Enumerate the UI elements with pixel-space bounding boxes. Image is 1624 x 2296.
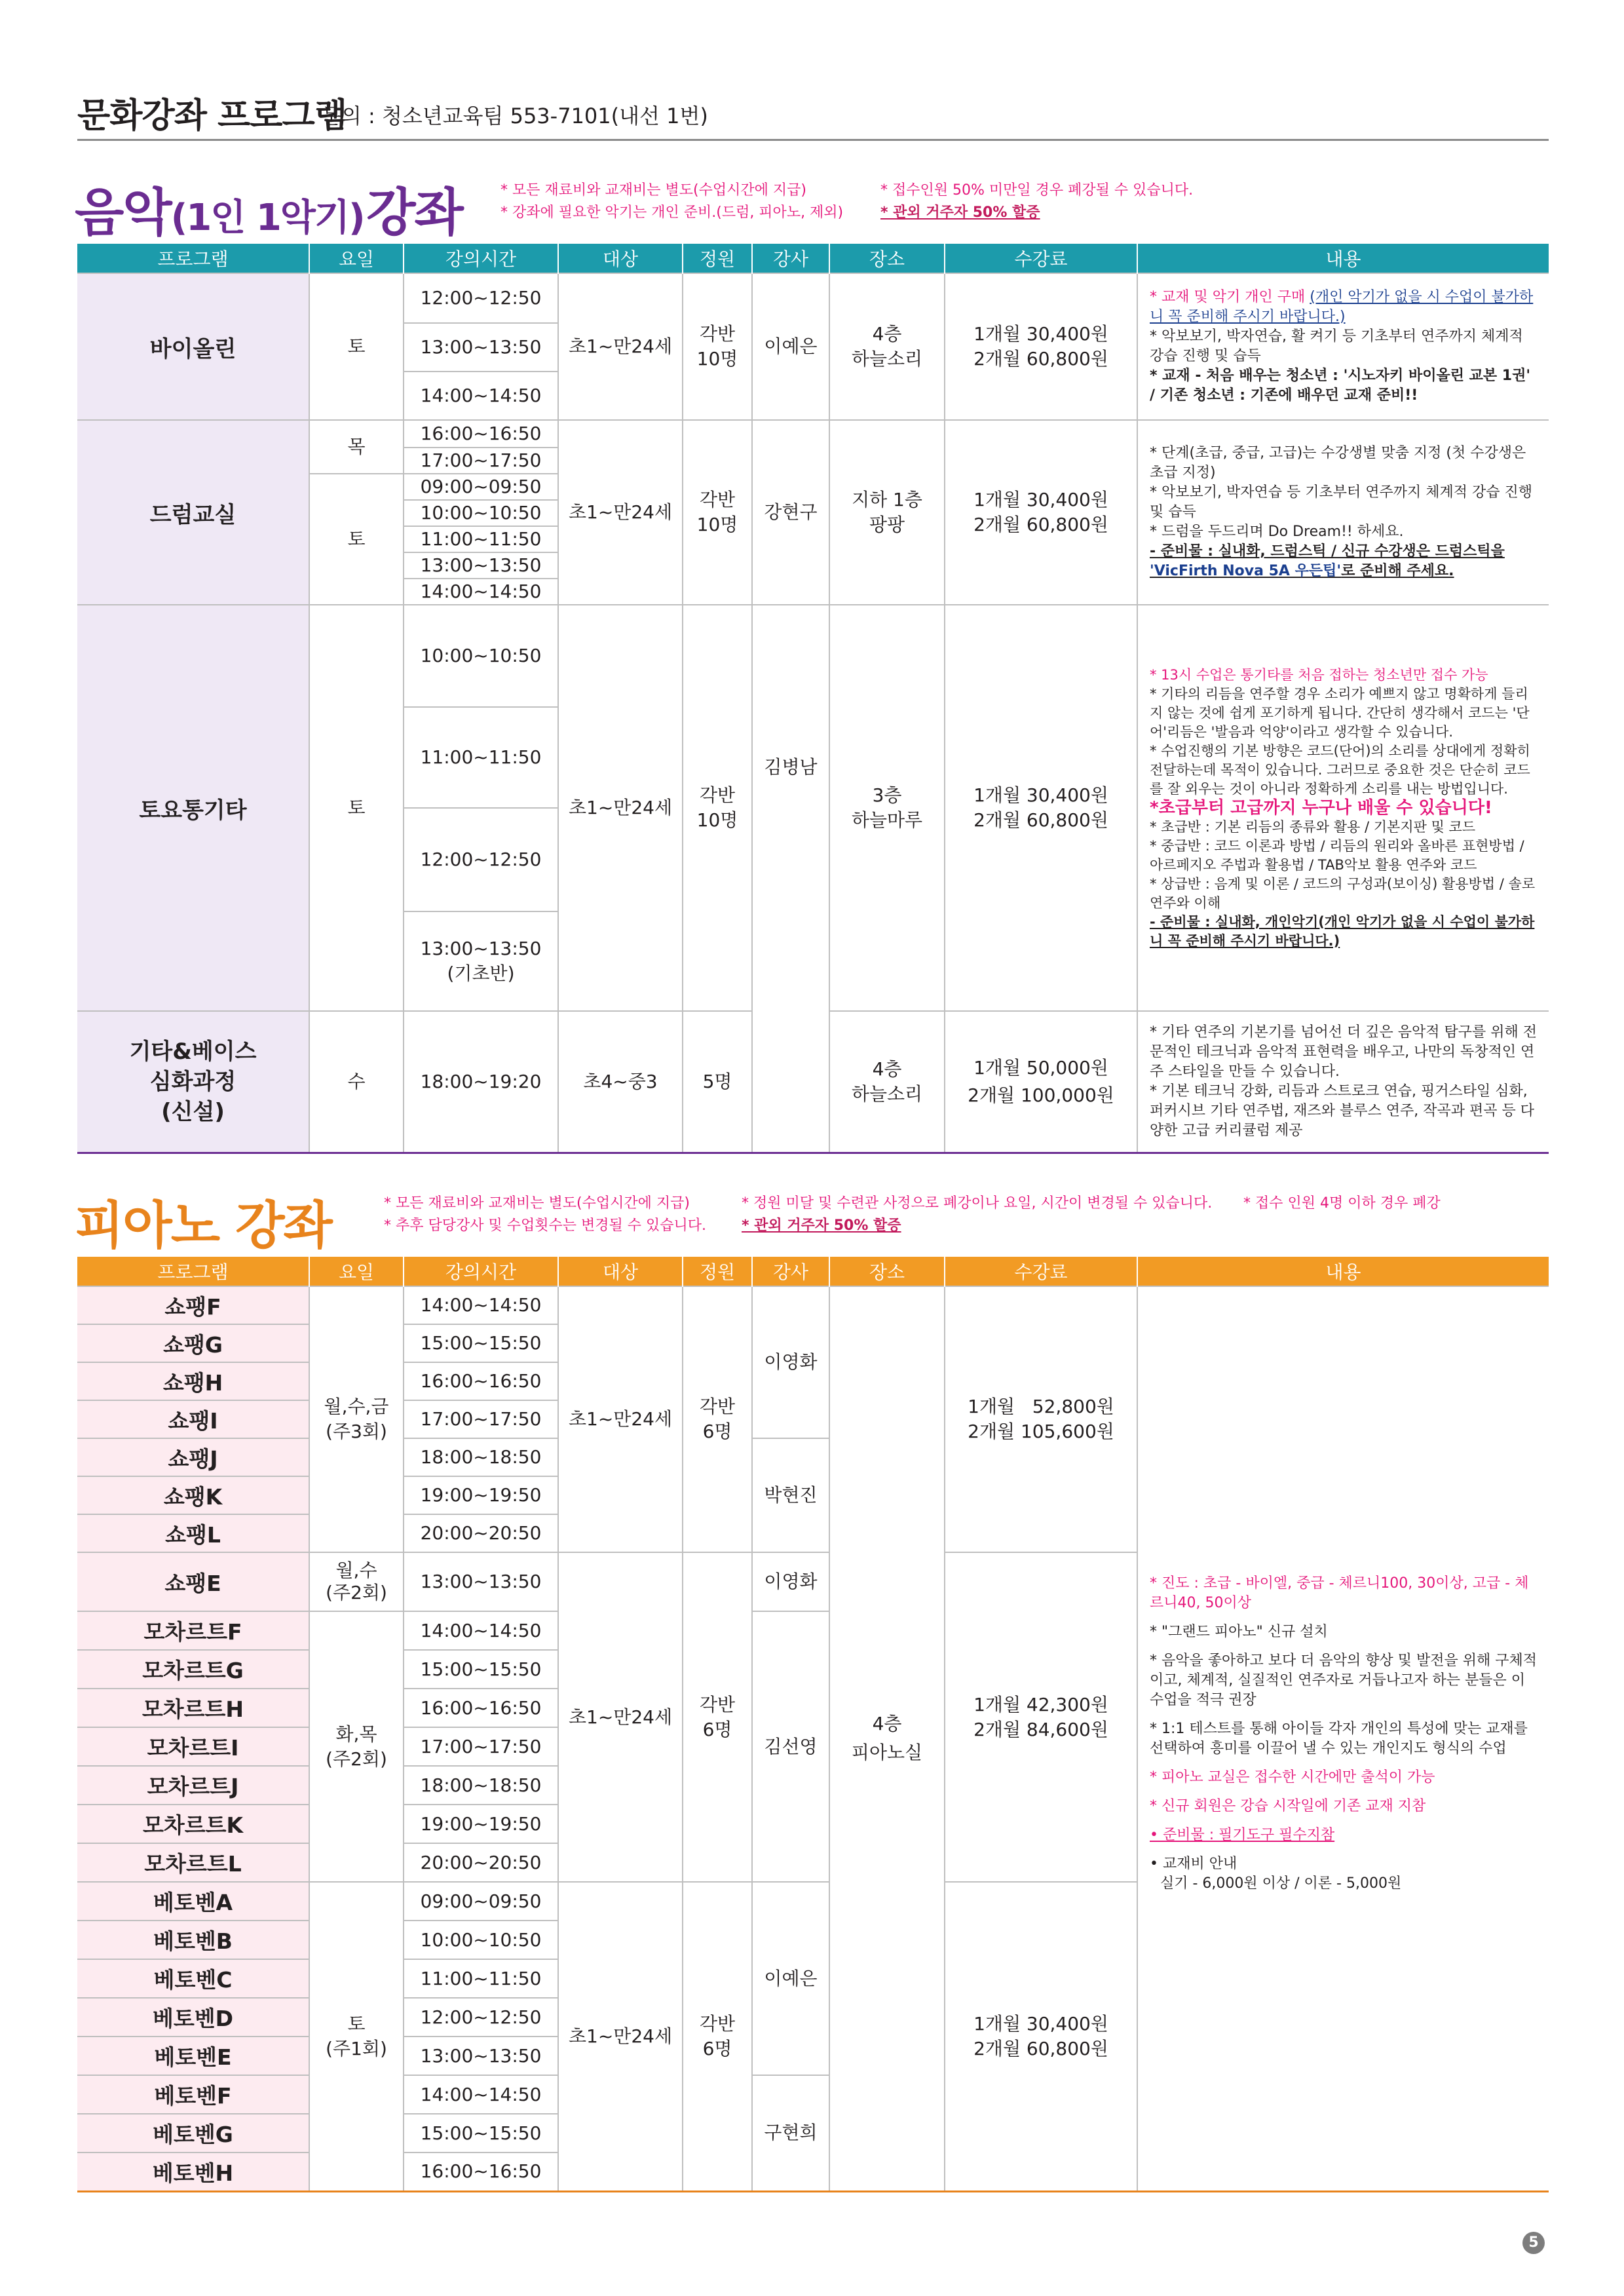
program-name: 기타&베이스 심화과정 (신설) <box>77 1011 309 1153</box>
fee-cell: 1개월 52,800원 2개월 105,600원 <box>945 1286 1137 1552</box>
program-name: 베토벤C <box>77 1959 309 1998</box>
day-cell: 화,목 (주2회) <box>309 1611 404 1882</box>
teacher-cell: 강현구 <box>752 420 829 605</box>
table-row <box>77 1286 1549 1324</box>
column-header: 수강료 <box>945 1257 1137 1286</box>
program-name: 바이올린 <box>77 273 309 420</box>
teacher-cell: 이영화 <box>752 1286 829 1438</box>
time-cell: 16:00~16:50 <box>404 1362 558 1400</box>
piano-note: * 접수 인원 4명 이하 경우 폐강 <box>1243 1195 1441 1212</box>
day-cell: 토 <box>309 474 404 605</box>
column-header: 정원 <box>683 244 752 273</box>
place-cell: 4층 피아노실 <box>829 1286 945 2191</box>
program-name: 모차르트J <box>77 1766 309 1805</box>
content-line: * 단계(초급, 중급, 고급)는 수강생별 맞춤 지정 (첫 수강생은 초급 지정) <box>1150 445 1526 481</box>
music-notes-left <box>500 180 843 224</box>
content-line: (개인 악기가 없을 시 수업이 불가하니 꼭 준비해 주시기 바랍니다.) <box>1150 289 1534 325</box>
music-notes-right <box>880 180 1193 224</box>
time-cell: 16:00~16:50 <box>404 420 558 448</box>
content-line: - 준비물 : 실내화, 개인악기(개인 악기가 없을 시 수업이 불가하니 꼭 준비해 주시기 바랍니다.) <box>1150 913 1535 949</box>
content-line: * 교재 - 처음 배우는 청소년 : '시노자키 바이올린 교본 1권' / 기존 청소년 : 기존에 배우던 교재 준비!! <box>1150 368 1531 404</box>
program-name: 베토벤H <box>77 2152 309 2191</box>
capacity-cell: 5명 <box>683 1011 752 1153</box>
program-name: 모차르트F <box>77 1611 309 1650</box>
time-cell: 15:00~15:50 <box>404 1650 558 1689</box>
column-header: 대상 <box>558 1257 683 1286</box>
program-name: 베토벤E <box>77 2037 309 2075</box>
column-header: 대상 <box>558 244 683 273</box>
time-cell: 14:00~14:50 <box>404 579 558 605</box>
column-header: 내용 <box>1137 1257 1549 1286</box>
piano-note: * 모든 재료비와 교재비는 별도(수업시간에 지급) <box>384 1195 690 1212</box>
place-cell: 지하 1층 팡팡 <box>829 420 945 605</box>
time-cell: 10:00~10:50 <box>404 605 558 707</box>
content-line: *초급부터 고급까지 누구나 배울 수 있습니다! <box>1150 797 1492 818</box>
teacher-cell: 김선영 <box>752 1611 829 1882</box>
table-row <box>77 273 1549 323</box>
target-cell: 초1~만24세 <box>558 273 683 420</box>
time-cell: 14:00~14:50 <box>404 1286 558 1324</box>
program-name: 드럼교실 <box>77 420 309 605</box>
table-header-row <box>77 244 1549 273</box>
column-header: 요일 <box>309 244 404 273</box>
column-header: 수강료 <box>945 244 1137 273</box>
content-line: * 중급반 : 코드 이론과 방법 / 리듬의 원리와 올바른 표현방법 / 아르페지오 주법과 활용법 / TAB악보 활용 연주와 코드 <box>1150 837 1524 873</box>
teacher-cell: 박현진 <box>752 1438 829 1552</box>
content-cell <box>1137 1286 1549 2191</box>
target-cell: 초4~중3 <box>558 1011 683 1153</box>
target-cell: 초1~만24세 <box>558 1286 683 1552</box>
content-line: * 13시 수업은 통기타를 처음 접하는 청소년만 접수 가능 <box>1150 666 1488 683</box>
time-cell: 13:00~13:50 <box>404 1552 558 1611</box>
target-cell: 초1~만24세 <box>558 605 683 1011</box>
music-section-title <box>75 172 463 245</box>
content-line: * 드럼을 두드리며 Do Dream!! 하세요. <box>1150 524 1404 540</box>
time-cell: 18:00~19:20 <box>404 1011 558 1153</box>
page-title: 문화강좌 프로그램 <box>77 96 347 136</box>
time-cell: 11:00~11:50 <box>404 707 558 808</box>
content-line: 'VicFirth Nova 5A 우든팁' <box>1150 563 1342 579</box>
page-header <box>77 84 1549 141</box>
content-line: 실기 - 6,000원 이상 / 이론 - 5,000원 <box>1160 1875 1402 1892</box>
content-cell <box>1137 420 1549 605</box>
time-cell: 13:00~13:50 (기초반) <box>404 911 558 1011</box>
column-header: 강의시간 <box>404 1257 558 1286</box>
column-header: 강사 <box>752 244 829 273</box>
program-name: 토요통기타 <box>77 605 309 1011</box>
fee-cell: 1개월 30,400원 2개월 60,800원 <box>945 420 1137 605</box>
column-header: 장소 <box>829 1257 945 1286</box>
time-cell: 11:00~11:50 <box>404 1959 558 1998</box>
program-name: 쇼팽E <box>77 1552 309 1611</box>
piano-course-table <box>77 1257 1549 2192</box>
time-cell: 12:00~12:50 <box>404 1998 558 2037</box>
piano-note: * 정원 미달 및 수련관 사정으로 폐강이나 요일, 시간이 변경될 수 있습니다. <box>742 1195 1213 1212</box>
teacher-cell: 이영화 <box>752 1552 829 1611</box>
time-cell: 09:00~09:50 <box>404 1882 558 1921</box>
day-cell: 토 <box>309 273 404 420</box>
program-name: 모차르트I <box>77 1727 309 1766</box>
content-line: • 교재비 안내 <box>1150 1856 1237 1873</box>
content-cell <box>1137 1011 1549 1153</box>
music-note: * 접수인원 50% 미만일 경우 폐강될 수 있습니다. <box>880 182 1194 199</box>
table-row <box>77 605 1549 707</box>
content-line: * 기타의 리듬을 연주할 경우 소리가 예쁘지 않고 명확하게 들리지 않는 것에 쉽게 포기하게 됩니다. 간단히 생각해서 코드는 '단어'리듬은 '발음과 억양'이라고 생각할 수 있습니다. <box>1150 685 1530 740</box>
time-cell: 10:00~10:50 <box>404 1921 558 1959</box>
column-header: 프로그램 <box>77 1257 309 1286</box>
time-cell: 17:00~17:50 <box>404 1727 558 1766</box>
capacity-cell: 각반 6명 <box>683 1552 752 1882</box>
fee-cell: 1개월 30,400원 2개월 60,800원 <box>945 273 1137 420</box>
content-line: * 상급반 : 음계 및 이론 / 코드의 구성과(보이싱) 활용방법 / 솔로연주와 이해 <box>1150 875 1536 911</box>
day-cell: 목 <box>309 420 404 474</box>
teacher-cell: 구현희 <box>752 2075 829 2191</box>
piano-notes-2 <box>742 1193 1212 1237</box>
program-name: 쇼팽G <box>77 1324 309 1362</box>
program-name: 쇼팽H <box>77 1362 309 1400</box>
music-course-table <box>77 244 1549 1154</box>
time-cell: 19:00~19:50 <box>404 1805 558 1843</box>
program-name: 모차르트L <box>77 1843 309 1882</box>
fee-cell: 1개월 42,300원 2개월 84,600원 <box>945 1552 1137 1882</box>
capacity-cell: 각반 10명 <box>683 605 752 1011</box>
time-cell: 15:00~15:50 <box>404 2114 558 2152</box>
column-header: 강사 <box>752 1257 829 1286</box>
program-name: 베토벤B <box>77 1921 309 1959</box>
content-line: • 준비물 : 필기도구 필수지참 <box>1150 1827 1335 1844</box>
music-title-main: 음악 <box>75 183 171 242</box>
place-cell: 4층 하늘소리 <box>829 273 945 420</box>
program-name: 베토벤G <box>77 2114 309 2152</box>
time-cell: 15:00~15:50 <box>404 1324 558 1362</box>
content-line: * 악보보기, 박자연습 등 기초부터 연주까지 체계적 강습 진행 및 습득 <box>1150 484 1532 520</box>
content-line: * 신규 회원은 강습 시작일에 기존 교재 지참 <box>1150 1798 1426 1815</box>
place-cell: 3층 하늘마루 <box>829 605 945 1011</box>
program-name: 쇼팽K <box>77 1476 309 1514</box>
content-line: * 악보보기, 박자연습, 활 켜기 등 기초부터 연주까지 체계적 강습 진행 및 습득 <box>1150 328 1523 364</box>
column-header: 장소 <box>829 244 945 273</box>
time-cell: 12:00~12:50 <box>404 808 558 911</box>
music-title-end: 강좌 <box>366 183 463 242</box>
time-cell: 11:00~11:50 <box>404 526 558 552</box>
column-header: 프로그램 <box>77 244 309 273</box>
piano-notes-1 <box>384 1193 706 1237</box>
content-line: * 교재 및 악기 개인 구매 <box>1150 289 1310 305</box>
fee-cell: 1개월 30,400원 2개월 60,800원 <box>945 1882 1137 2191</box>
time-cell: 13:00~13:50 <box>404 323 558 372</box>
target-cell: 초1~만24세 <box>558 1552 683 1882</box>
music-note: * 강좌에 필요한 악기는 개인 준비.(드럼, 피아노, 제외) <box>500 204 844 221</box>
capacity-cell: 각반 10명 <box>683 273 752 420</box>
capacity-cell: 각반 10명 <box>683 420 752 605</box>
time-cell: 18:00~18:50 <box>404 1766 558 1805</box>
program-name: 베토벤F <box>77 2075 309 2114</box>
content-line: * 진도 : 초급 - 바이엘, 중급 - 체르니100, 30이상, 고급 - 체르니40, 50이상 <box>1150 1575 1529 1612</box>
teacher-cell: 김병남 <box>752 605 829 1153</box>
piano-section-title <box>75 1185 331 1258</box>
table-header-row <box>77 1257 1549 1286</box>
time-cell: 19:00~19:50 <box>404 1476 558 1514</box>
day-cell: 토 <box>309 605 404 1011</box>
time-cell: 10:00~10:50 <box>404 500 558 526</box>
fee-cell: 1개월 50,000원 2개월 100,000원 <box>945 1011 1137 1153</box>
program-name: 쇼팽J <box>77 1438 309 1476</box>
time-cell: 14:00~14:50 <box>404 2075 558 2114</box>
piano-note: * 추후 담당강사 및 수업횟수는 변경될 수 있습니다. <box>384 1217 706 1234</box>
music-note: * 관외 거주자 50% 할증 <box>880 204 1040 221</box>
target-cell: 초1~만24세 <box>558 1882 683 2191</box>
day-cell: 수 <box>309 1011 404 1153</box>
time-cell: 17:00~17:50 <box>404 1400 558 1438</box>
program-name: 쇼팽L <box>77 1514 309 1552</box>
target-cell: 초1~만24세 <box>558 420 683 605</box>
content-line: 로 준비해 주세요. <box>1341 563 1454 579</box>
piano-note: * 관외 거주자 50% 할증 <box>742 1217 901 1234</box>
teacher-cell: 이예은 <box>752 273 829 420</box>
column-header: 요일 <box>309 1257 404 1286</box>
time-cell: 12:00~12:50 <box>404 273 558 323</box>
program-name: 모차르트K <box>77 1805 309 1843</box>
content-line: * 피아노 교실은 접수한 시간에만 출석이 가능 <box>1150 1769 1435 1786</box>
time-cell: 20:00~20:50 <box>404 1514 558 1552</box>
program-name: 베토벤D <box>77 1998 309 2037</box>
column-header: 강의시간 <box>404 244 558 273</box>
music-note: * 모든 재료비와 교재비는 별도(수업시간에 지급) <box>500 182 806 199</box>
day-cell: 월,수,금 (주3회) <box>309 1286 404 1552</box>
time-cell: 09:00~09:50 <box>404 474 558 500</box>
content-line: * 수업진행의 기본 방향은 코드(단어)의 소리를 상대에게 정확히 전달하는데 목적이 있습니다. 그러므로 중요한 것은 단순히 코드를 잘 외우는 것이 아니라 정확하게 소리를 내는 방법입니다. <box>1150 742 1530 797</box>
content-line: * 초급반 : 기본 리듬의 종류와 활용 / 기본지판 및 코드 <box>1150 818 1476 835</box>
day-cell: 월,수 (주2회) <box>309 1552 404 1611</box>
time-cell: 18:00~18:50 <box>404 1438 558 1476</box>
content-line: * 기타 연주의 기본기를 넘어선 더 깊은 음악적 탐구를 위해 전문적인 테크닉과 음악적 표현력을 배우고, 나만의 독창적인 연주 스타일을 만들 수 있습니다. <box>1150 1024 1537 1080</box>
content-line: * "그랜드 피아노" 신규 설치 <box>1150 1624 1328 1641</box>
table-row <box>77 420 1549 448</box>
contact-info: 문의 : 청소년교육팀 553-7101(내선 1번) <box>321 104 708 128</box>
content-line: * 1:1 테스트를 통해 아이들 각자 개인의 특성에 맞는 교재를 선택하여 흥미를 이끌어 낼 수 있는 개인지도 형식의 수업 <box>1150 1721 1528 1757</box>
capacity-cell: 각반 6명 <box>683 1882 752 2191</box>
day-cell: 토 (주1회) <box>309 1882 404 2191</box>
content-cell <box>1137 273 1549 420</box>
program-name: 쇼팽I <box>77 1400 309 1438</box>
program-name: 모차르트H <box>77 1689 309 1727</box>
time-cell: 20:00~20:50 <box>404 1843 558 1882</box>
time-cell: 14:00~14:50 <box>404 372 558 420</box>
content-cell <box>1137 605 1549 1011</box>
music-title-paren: (1인 1악기) <box>170 197 364 239</box>
content-line: * 음악을 좋아하고 보다 더 음악의 향상 및 발전을 위해 구체적이고, 체계적, 실질적인 연주자로 거듭나고자 하는 분들은 이 수업을 적극 권장 <box>1150 1653 1537 1709</box>
piano-title: 피아노 강좌 <box>75 1196 331 1255</box>
time-cell: 13:00~13:50 <box>404 552 558 579</box>
capacity-cell: 각반 6명 <box>683 1286 752 1552</box>
place-cell: 4층 하늘소리 <box>829 1011 945 1153</box>
content-line: * 기본 테크닉 강화, 리듬과 스트로크 연습, 핑거스타일 심화, 퍼커시브 기타 연주법, 재즈와 블루스 연주, 작곡과 편곡 등 다양한 고급 커리큘럼 제공 <box>1150 1082 1534 1139</box>
program-name: 모차르트G <box>77 1650 309 1689</box>
program-name: 베토벤A <box>77 1882 309 1921</box>
page-number: 5 <box>1522 2232 1545 2254</box>
teacher-cell: 이예은 <box>752 1882 829 2075</box>
fee-cell: 1개월 30,400원 2개월 60,800원 <box>945 605 1137 1011</box>
time-cell: 16:00~16:50 <box>404 1689 558 1727</box>
time-cell: 14:00~14:50 <box>404 1611 558 1650</box>
column-header: 내용 <box>1137 244 1549 273</box>
time-cell: 13:00~13:50 <box>404 2037 558 2075</box>
program-name: 쇼팽F <box>77 1286 309 1324</box>
content-line: - 준비물 : 실내화, 드럼스틱 / 신규 수강생은 드럼스틱을 <box>1150 543 1505 560</box>
time-cell: 16:00~16:50 <box>404 2152 558 2191</box>
column-header: 정원 <box>683 1257 752 1286</box>
time-cell: 17:00~17:50 <box>404 448 558 474</box>
piano-notes-3 <box>1243 1193 1441 1215</box>
